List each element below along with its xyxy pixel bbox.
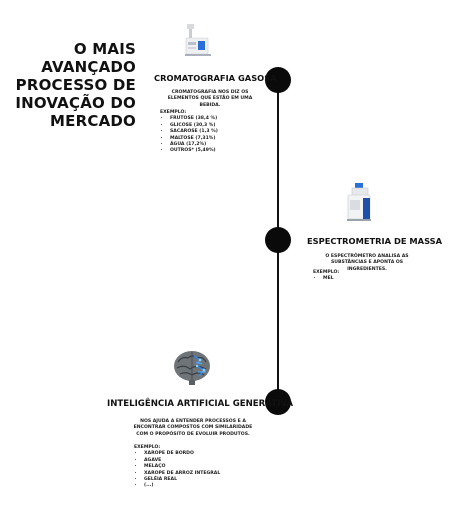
example-list (313, 276, 339, 282)
timeline-dot (265, 227, 291, 253)
list-item: • AGAVE (144, 458, 220, 464)
gas-chromatograph-icon (184, 22, 216, 63)
ai-brain-icon (172, 348, 212, 391)
example-list (160, 116, 218, 154)
list-item: • MEL (323, 276, 339, 282)
list-item: • OUTROS* (5,49%) (170, 148, 218, 154)
example-block (313, 270, 339, 283)
list-item: • ÁGUA (17,2%) (170, 142, 218, 148)
headline: O MAIS AVANÇADO PROCESSO DE INOVAÇÃO DO MERCADO (15, 40, 136, 130)
example-block (134, 445, 220, 490)
section-description: NOS AJUDA A ENTENDER PROCESSOS E A ENCONTRAR COMPOSTOS COM SIMILARIDADE COM O PROPÓSITO DE EVOLUIR PRODUTOS. (133, 419, 253, 437)
list-item: • XAROPE DE BORDO (144, 451, 220, 457)
list-item: • FRUTOSE (38,4 %) (170, 116, 218, 122)
list-item: • GELÉIA REAL (144, 477, 220, 483)
section-title-espectrometria: ESPECTROMETRIA DE MASSA (307, 236, 443, 246)
list-item: • SACAROSE (1,3 %) (170, 129, 218, 135)
section-title-cromatografia: CROMATOGRAFIA GASOSA (154, 73, 277, 83)
list-item: • MALTOSE (7,31%) (170, 136, 218, 142)
section-description: O ESPECTRÔMETRO ANALISA AS SUBSTÂNCIAS E APONTA OS INGREDIENTES. (325, 254, 409, 272)
example-block (160, 110, 218, 155)
section-title-ia-generativa: INTELIGÊNCIA ARTIFICIAL GENERATIVA (107, 399, 294, 409)
list-item: • MELAÇO (144, 464, 220, 470)
list-item: • XAROPE DE ARROZ INTEGRAL (144, 471, 220, 477)
example-label: EXEMPLO: (160, 110, 187, 115)
mass-spectrometer-icon (344, 182, 374, 227)
example-label: EXEMPLO: (134, 445, 161, 450)
example-list (134, 451, 220, 489)
example-label: EXEMPLO: (313, 270, 340, 275)
section-description: CROMATOGRAFIA NOS DIZ OS ELEMENTOS QUE ESTÃO EM UMA BEBIDA. (167, 90, 253, 108)
list-item: • (...) (144, 483, 220, 489)
list-item: • GLICOSE (30,3 %) (170, 123, 218, 129)
